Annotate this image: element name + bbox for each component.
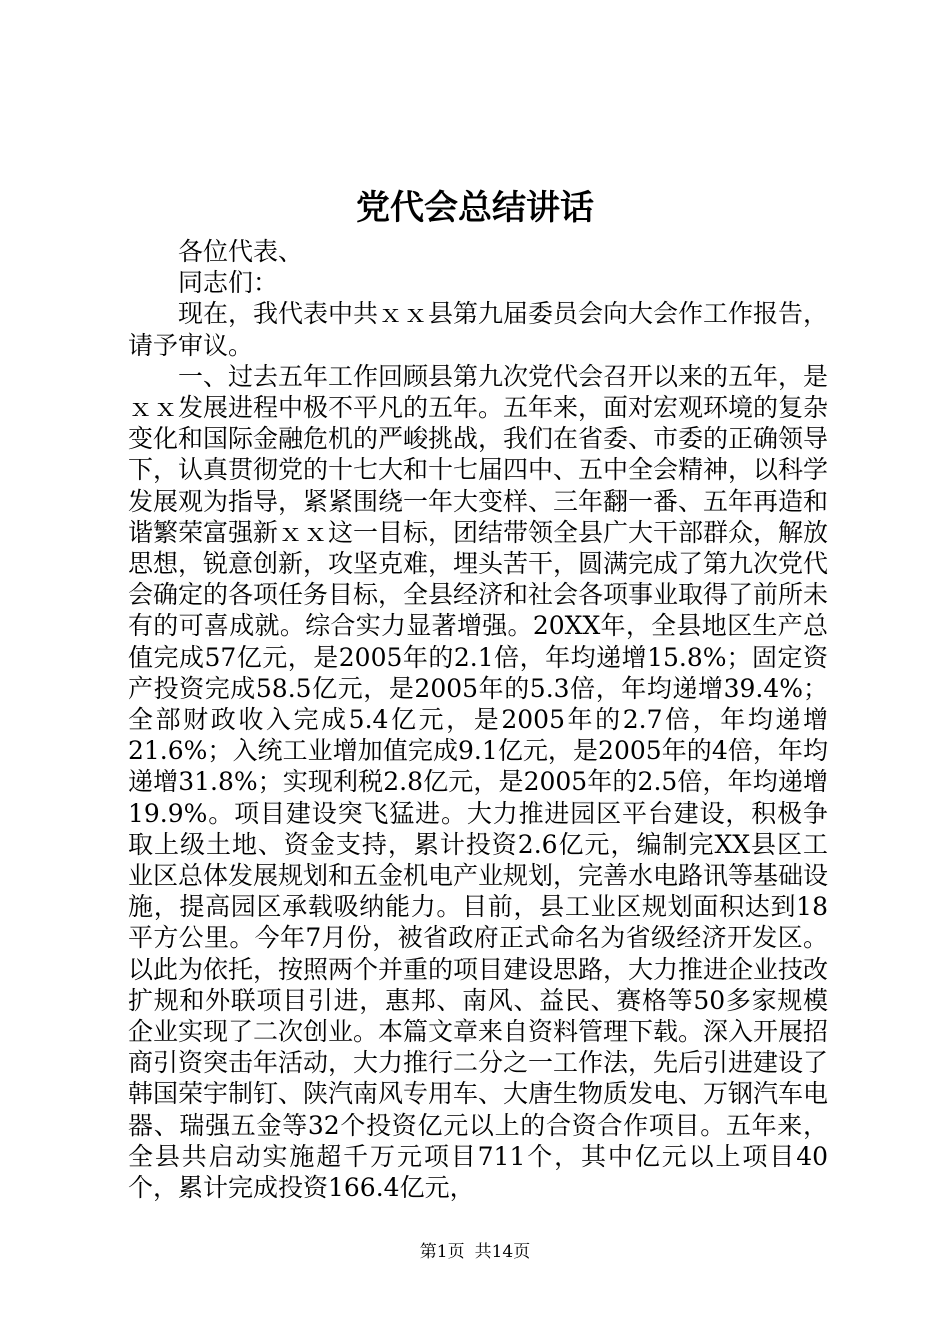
page-number-current: 第1页 <box>419 1242 465 1262</box>
salutation-comrades: 同志们： <box>178 268 279 298</box>
page-title: 党代会总结讲话 <box>356 188 594 228</box>
document-body <box>128 236 828 1203</box>
salutation-delegates: 各位代表、 <box>178 237 304 266</box>
page-number-total: 共14页 <box>474 1242 531 1262</box>
review-paragraph: 一、过去五年工作回顾县第九次党代会召开以来的五年，是ｘｘ发展进程中极不平凡的五年。五年来，面对宏观环境的复杂变化和国际金融危机的严峻挑战，我们在省委、市委的正确领导下，认真贯彻党的十七大和十七届四中、五中全会精神，以科学发展观为指导，紧紧围绕一年大变样、三年翻一番、五年再造和谐繁荣富强新ｘｘ这一目标，团结带领全县广大干部群众，解放思想，锐意创新，攻坚克难，埋头苦干，圆满完成了第九次党代会确定的各项任务目标，全县经济和社会各项事业取得了前所未有的可喜成就。综合实力显著增强。20XX年，全县地区生产总值完成57亿元，是2005年的2.1倍，年均递增15.8%；固定资产投资完成58.5亿元，是2005年的5.3倍，年均递增39.4%；全部财政收入完成5.4亿元，是2005年的2.7倍，年均递增21.6%；入统工业增加值完成9.1亿元，是2005年的4倍，年均递增31.8%；实现利税2.8亿元，是2005年的2.5倍，年均递增19.9%。项目建设突飞猛进。大力推进园区平台建设，积极争取上级土地、资金支持，累计投资2.6亿元，编制完XX县区工业区总体发展规划和五金机电产业规划，完善水电路讯等基础设施，提高园区承载吸纳能力。目前，县工业区规划面积达到18平方公里。今年7月份，被省政府正式命名为省级经济开发区。以此为依托，按照两个并重的项目建设思路，大力推进企业技改扩规和外联项目引进，惠邦、南风、益民、赛格等50多家规模企业实现了二次创业。本篇文章来自资料管理下载。深入开展招商引资突击年活动，大力推行二分之一工作法，先后引进建设了韩国荣宇制钉、陕汽南风专用车、大唐生物质发电、万钢汽车电器、瑞强五金等32个投资亿元以上的合资合作项目。五年来，全县共启动实施超千万元项目711个，其中亿元以上项目40个，累计完成投资166.4亿元， <box>128 361 829 1203</box>
page-footer <box>0 1240 950 1264</box>
opening-paragraph: 现在，我代表中共ｘｘ县第九届委员会向大会作工作报告，请予审议。 <box>128 299 829 360</box>
